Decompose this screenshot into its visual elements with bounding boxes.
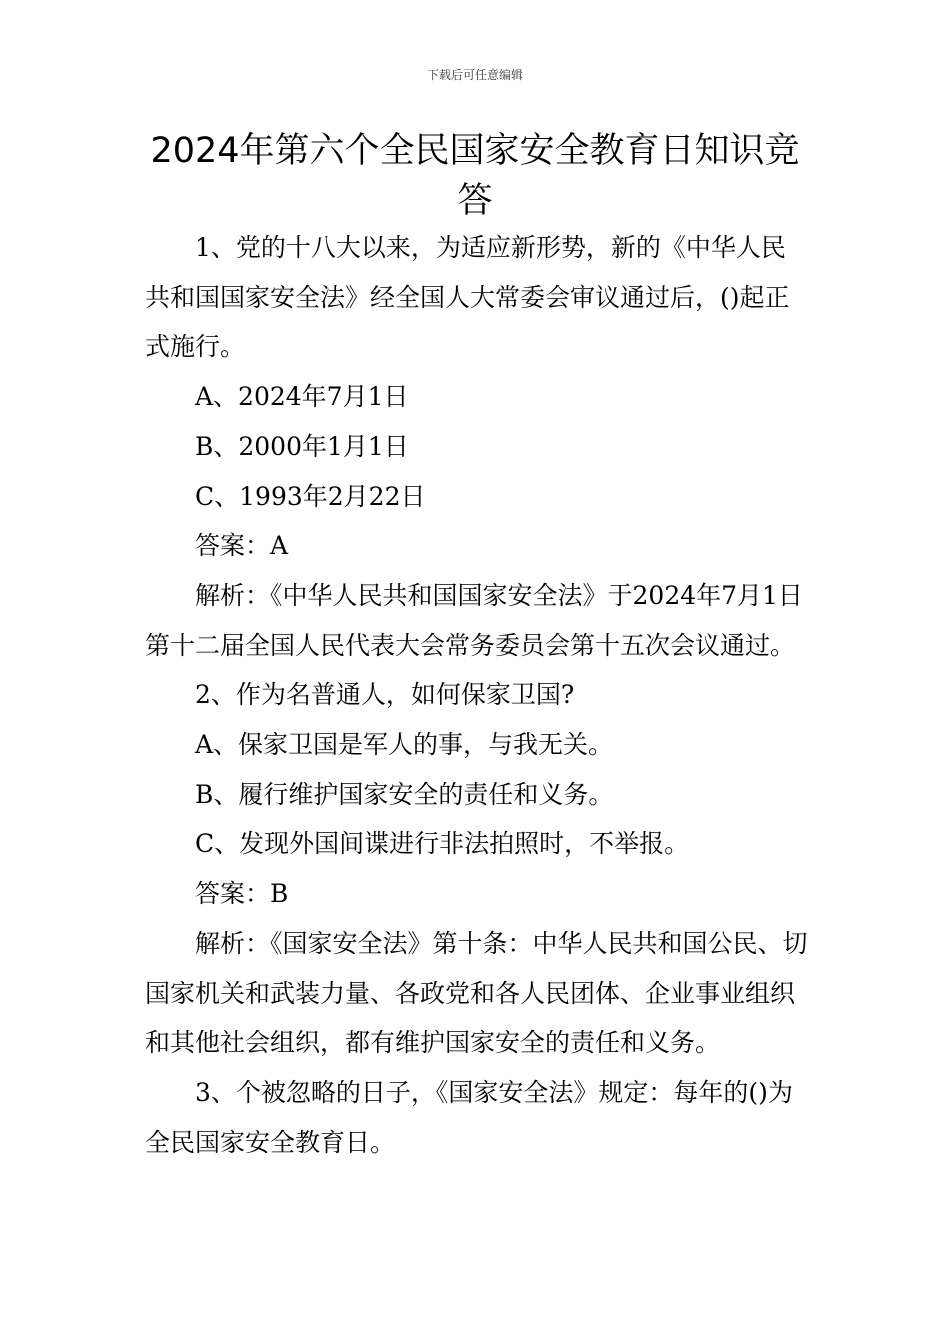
question-1-option-b: B、2000年1月1日	[195, 431, 409, 461]
document-title: 2024年第六个全民国家安全教育日知识竞答	[150, 131, 800, 221]
question-3-text: 3、个被忽略的日子，《国家安全法》规定：每年的()为全民国家安全教育日。	[145, 1077, 793, 1157]
question-1-option-c: C、1993年2月22日	[195, 481, 426, 511]
question-2-answer: 答案：B	[195, 879, 289, 909]
question-2-option-b: B、履行维护国家安全的责任和义务。	[195, 779, 614, 809]
question-1-analysis: 解析：《中华人民共和国国家安全法》于2024年7月1日第十二届全国人民代表大会常务委员会第十五次会议通过。	[145, 580, 803, 660]
question-1-answer: 答案：A	[195, 531, 289, 561]
header-note: 下载后可任意编辑	[426, 68, 523, 82]
question-1-text: 1、党的十八大以来，为适应新形势，新的《中华人民共和国国家安全法》经全国人大常委会审议通过后，()起正式施行。	[145, 233, 790, 362]
question-2-text: 2、作为名普通人，如何保家卫国?	[195, 680, 575, 710]
question-2-option-c: C、发现外国间谍进行非法拍照时，不举报。	[195, 829, 690, 859]
question-2-analysis: 解析：《国家安全法》第十条：中华人民共和国公民、切国家机关和武装力量、各政党和各人民团体、企业事业组织和其他社会组织，都有维护国家安全的责任和义务。	[145, 928, 808, 1058]
question-1-option-a: A、2024年7月1日	[195, 382, 409, 412]
document-body	[145, 223, 810, 1167]
question-2-option-a: A、保家卫国是军人的事，与我无关。	[195, 730, 614, 760]
